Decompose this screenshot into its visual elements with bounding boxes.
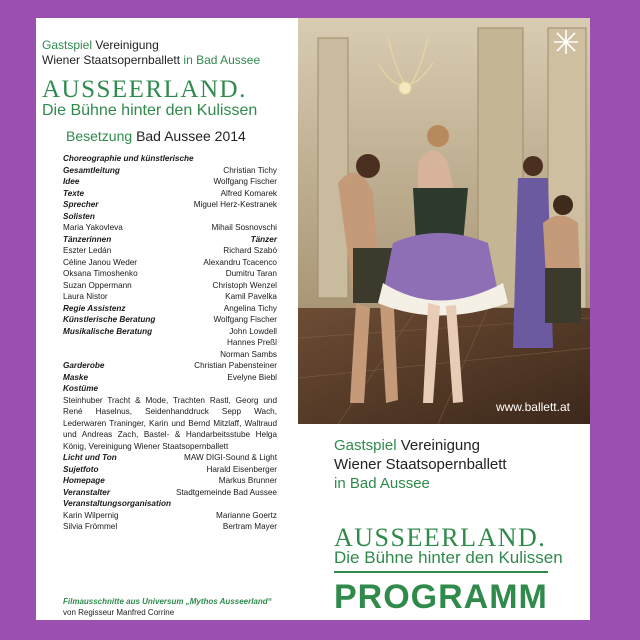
season-prefix: Besetzung xyxy=(66,128,133,144)
film-credit-director: von Regisseur Manfred Corrine xyxy=(63,608,175,617)
credit-name: Tänzer xyxy=(250,234,277,244)
season-title xyxy=(66,128,246,144)
credit-role: Suzan Oppermann xyxy=(63,280,132,290)
credit-row xyxy=(63,176,277,188)
credit-row xyxy=(63,452,277,464)
credit-row xyxy=(63,199,277,211)
credit-role: Oksana Timoshenko xyxy=(63,269,138,278)
ballet-photo-illustration xyxy=(298,18,590,424)
ballet-logo-icon xyxy=(552,28,580,56)
film-credit xyxy=(63,596,278,618)
cover-gastspiel-label: Gastspiel xyxy=(334,437,397,454)
credit-row xyxy=(63,188,277,200)
credits-list xyxy=(63,153,277,533)
credit-name: Miguel Herz-Kestranek xyxy=(193,200,277,209)
credit-name: John Lowdell xyxy=(229,326,277,336)
credit-name: Christian Pabensteiner xyxy=(194,361,277,370)
divider xyxy=(334,571,548,573)
credit-role: Sprecher xyxy=(63,200,99,209)
credit-row xyxy=(63,303,277,315)
credit-role: Regie Assistenz xyxy=(63,303,126,313)
credit-name: Marianne Goertz xyxy=(216,510,277,520)
credit-role: Laura Nistor xyxy=(63,292,108,301)
credit-name: Kamil Pavelka xyxy=(225,292,277,301)
credit-name: Evelyne Biebl xyxy=(227,372,277,382)
company-name: Wiener Staatsopernballett xyxy=(42,53,181,67)
program-sheet xyxy=(36,18,590,620)
credit-name: Dumitru Taran xyxy=(225,269,277,278)
credit-row xyxy=(63,487,277,499)
season-rest: Bad Aussee 2014 xyxy=(136,128,246,144)
credit-row xyxy=(63,268,277,280)
credit-role: Veranstalter xyxy=(63,487,111,497)
credit-row xyxy=(63,222,277,234)
credit-role: Gesamtleitung xyxy=(63,165,120,175)
brand-title: AUSSEERLAND. xyxy=(42,76,247,103)
credit-row xyxy=(63,257,277,269)
credit-row xyxy=(63,464,277,476)
credit-role: Maria Yakovleva xyxy=(63,223,123,232)
cover-brand-subtitle: Die Bühne hinter den Kulissen xyxy=(334,548,563,567)
film-credit-title: Filmausschnitte aus Universum „Mythos Ausseerland“ xyxy=(63,597,272,606)
credit-name: Alfred Komarek xyxy=(220,188,277,198)
location-label: in Bad Aussee xyxy=(183,53,261,67)
credit-role: Choreographie und künstlerische xyxy=(63,154,194,163)
credit-name: Stadtgemeinde Bad Aussee xyxy=(175,487,277,497)
credit-name: Markus Brunner xyxy=(218,476,277,485)
credit-role: Musikalische Beratung xyxy=(63,326,153,336)
credit-name: Christoph Wenzel xyxy=(212,280,277,290)
credit-section xyxy=(63,211,277,223)
credit-row xyxy=(63,475,277,487)
credit-name: Harald Eisenberger xyxy=(206,464,277,474)
credit-row xyxy=(63,165,277,177)
programm-title: PROGRAMM xyxy=(334,578,548,616)
credit-row xyxy=(63,360,277,372)
credit-row xyxy=(63,337,277,349)
credit-role: Tänzerinnen xyxy=(63,234,112,244)
credit-name: Christian Tichy xyxy=(223,165,277,175)
left-header xyxy=(42,38,260,68)
credit-row xyxy=(63,326,277,338)
ballet-photo xyxy=(298,18,590,424)
cast-panel xyxy=(36,18,298,620)
credit-row xyxy=(63,349,277,361)
credit-row xyxy=(63,510,277,522)
credit-name: Mihail Sosnovschi xyxy=(211,223,277,232)
website-url[interactable]: www.ballett.at xyxy=(495,400,570,414)
credit-name: Alexandru Tcacenco xyxy=(203,257,277,267)
credit-role: Texte xyxy=(63,188,85,198)
credit-name: Wolfgang Fischer xyxy=(213,315,277,324)
credit-row xyxy=(63,234,277,246)
credit-section xyxy=(63,383,277,395)
credit-role: Silvia Frömmel xyxy=(63,522,118,531)
credit-name: Hannes Preßl xyxy=(226,338,277,347)
cover-panel xyxy=(298,18,590,620)
cover-location-label: in Bad Aussee xyxy=(334,475,430,492)
credit-role: Licht und Ton xyxy=(63,453,117,462)
credit-role: Sujetfoto xyxy=(63,464,99,474)
credit-name: Wolfgang Fischer xyxy=(213,177,277,186)
credit-role: Idee xyxy=(63,177,80,186)
cover-brand-title: AUSSEERLAND. xyxy=(334,523,547,552)
credit-name: Norman Sambs xyxy=(220,349,277,359)
credit-role: Künstlerische Beratung xyxy=(63,315,156,324)
brand-subtitle: Die Bühne hinter den Kulissen xyxy=(42,102,258,119)
gastspiel-label: Gastspiel xyxy=(42,38,93,52)
credit-name: Bertram Mayer xyxy=(222,522,277,531)
credit-role: Solisten xyxy=(63,211,95,221)
credit-row xyxy=(63,314,277,326)
cover-header xyxy=(334,436,507,493)
credit-role: Garderobe xyxy=(63,361,105,370)
credit-section xyxy=(63,153,277,165)
credit-name: Angelina Tichy xyxy=(223,303,277,313)
credit-row xyxy=(63,521,277,533)
cover-company-name: Wiener Staatsopernballett xyxy=(334,456,507,473)
cover-vereinigung-label: Vereinigung xyxy=(400,437,480,454)
credit-role: Céline Janou Weder xyxy=(63,257,138,267)
credit-paragraph: Steinhuber Tracht & Mode, Trachten Rastl, Georg und René Haselnus, Seidenhanddruck Sepp Wach, Lederwaren Traninger, Karin und Bernd Mitzlaff, Waltraud und Andreas Zach, Bastel- & Handarbeitsstube Helga König, Vereinigung Wiener Staatsopernballett xyxy=(63,395,277,451)
credit-role: Eszter Ledán xyxy=(63,246,112,255)
credit-role: Karin Wilpernig xyxy=(63,510,119,520)
credit-role: Homepage xyxy=(63,476,105,485)
credit-role: Veranstaltungsorganisation xyxy=(63,499,171,508)
credit-name: MAW DIGI-Sound & Light xyxy=(184,453,277,462)
credit-row xyxy=(63,372,277,384)
credit-section xyxy=(63,498,277,510)
credit-name: Richard Szabó xyxy=(223,246,277,255)
credit-role: Maske xyxy=(63,372,89,382)
vereinigung-label: Vereinigung xyxy=(95,38,159,52)
credit-row xyxy=(63,245,277,257)
credit-role: Kostüme xyxy=(63,384,99,393)
credit-row xyxy=(63,280,277,292)
credit-row xyxy=(63,291,277,303)
